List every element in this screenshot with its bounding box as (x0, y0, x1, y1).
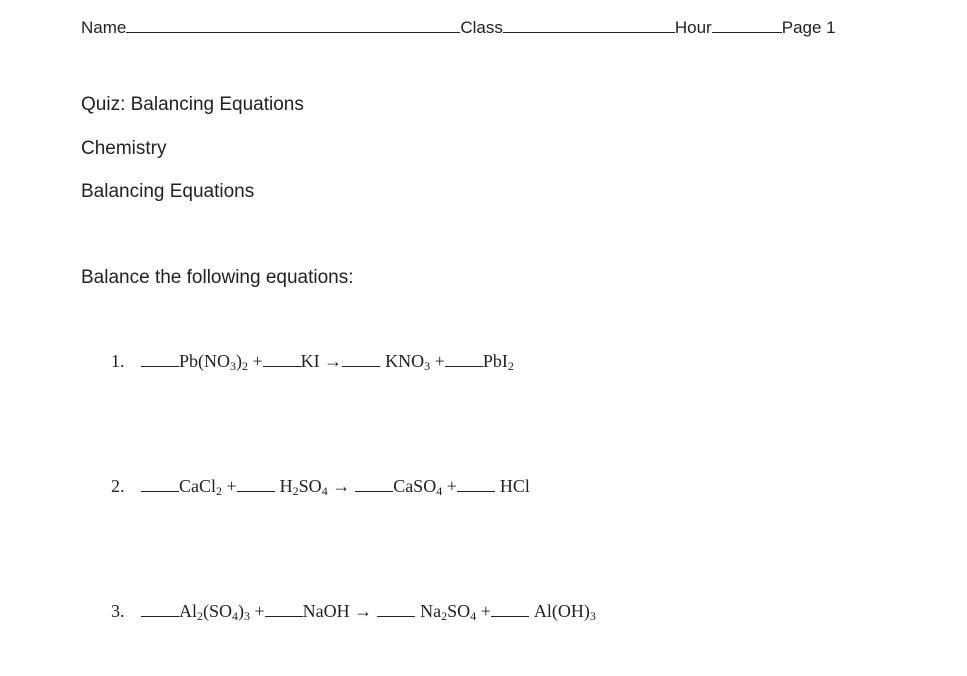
coefficient-blank[interactable] (342, 354, 380, 367)
plus-sign: + (248, 351, 263, 371)
coefficient-blank[interactable] (355, 479, 393, 492)
product-1: CaSO$_4$ (393, 476, 443, 498)
plus-sign: + (476, 601, 491, 621)
plus-sign: + (250, 601, 265, 621)
reactant-1: CaCl$_2$ (179, 476, 223, 498)
product-1: $Na_2SO_4$ (420, 601, 477, 623)
coefficient-blank[interactable] (377, 604, 415, 617)
subject-line: Chemistry (81, 138, 167, 159)
coefficient-blank[interactable] (265, 604, 303, 617)
name-blank[interactable] (126, 18, 460, 33)
problem-3 (111, 601, 596, 622)
problem-1 (111, 351, 514, 372)
problem-number: 3. (111, 601, 125, 621)
coefficient-blank[interactable] (457, 479, 495, 492)
coefficient-blank[interactable] (141, 354, 179, 367)
reactant-2: NaOH (302, 601, 350, 621)
plus-sign: + (222, 476, 237, 496)
problem-number: 2. (111, 476, 125, 496)
reactant-2: KI (300, 351, 320, 371)
product-1: $KNO_3$ (385, 351, 431, 373)
coefficient-blank[interactable] (263, 354, 301, 367)
product-2: HCl (499, 476, 530, 496)
coefficient-blank[interactable] (141, 479, 179, 492)
coefficient-blank[interactable] (491, 604, 529, 617)
reactant-2: $H_2SO_4$ (279, 476, 328, 498)
product-2: PbI$_2$ (482, 351, 514, 373)
arrow-icon: → (319, 351, 343, 371)
class-label: Class (460, 18, 503, 37)
problem-2 (111, 476, 530, 497)
arrow-icon: → (349, 601, 373, 621)
plus-sign: + (442, 476, 457, 496)
worksheet-header (81, 18, 836, 38)
reactant-1: $Al_2(SO_4)_3$ (179, 601, 251, 623)
problem-number: 1. (111, 351, 125, 371)
topic-line: Balancing Equations (81, 181, 255, 202)
instructions: Balance the following equations: (81, 267, 354, 288)
class-blank[interactable] (503, 18, 675, 33)
coefficient-blank[interactable] (141, 604, 179, 617)
quiz-title: Quiz: Balancing Equations (81, 94, 304, 115)
coefficient-blank[interactable] (445, 354, 483, 367)
product-2: $Al(OH)_3$ (533, 601, 596, 623)
hour-label: Hour (674, 18, 712, 37)
reactant-1: $Pb(NO_3)_2$ (179, 351, 249, 373)
coefficient-blank[interactable] (237, 479, 275, 492)
arrow-icon: → (327, 476, 351, 496)
hour-blank[interactable] (712, 18, 782, 33)
page-number: Page 1 (781, 18, 836, 37)
plus-sign: + (430, 351, 445, 371)
name-label: Name (81, 18, 127, 37)
